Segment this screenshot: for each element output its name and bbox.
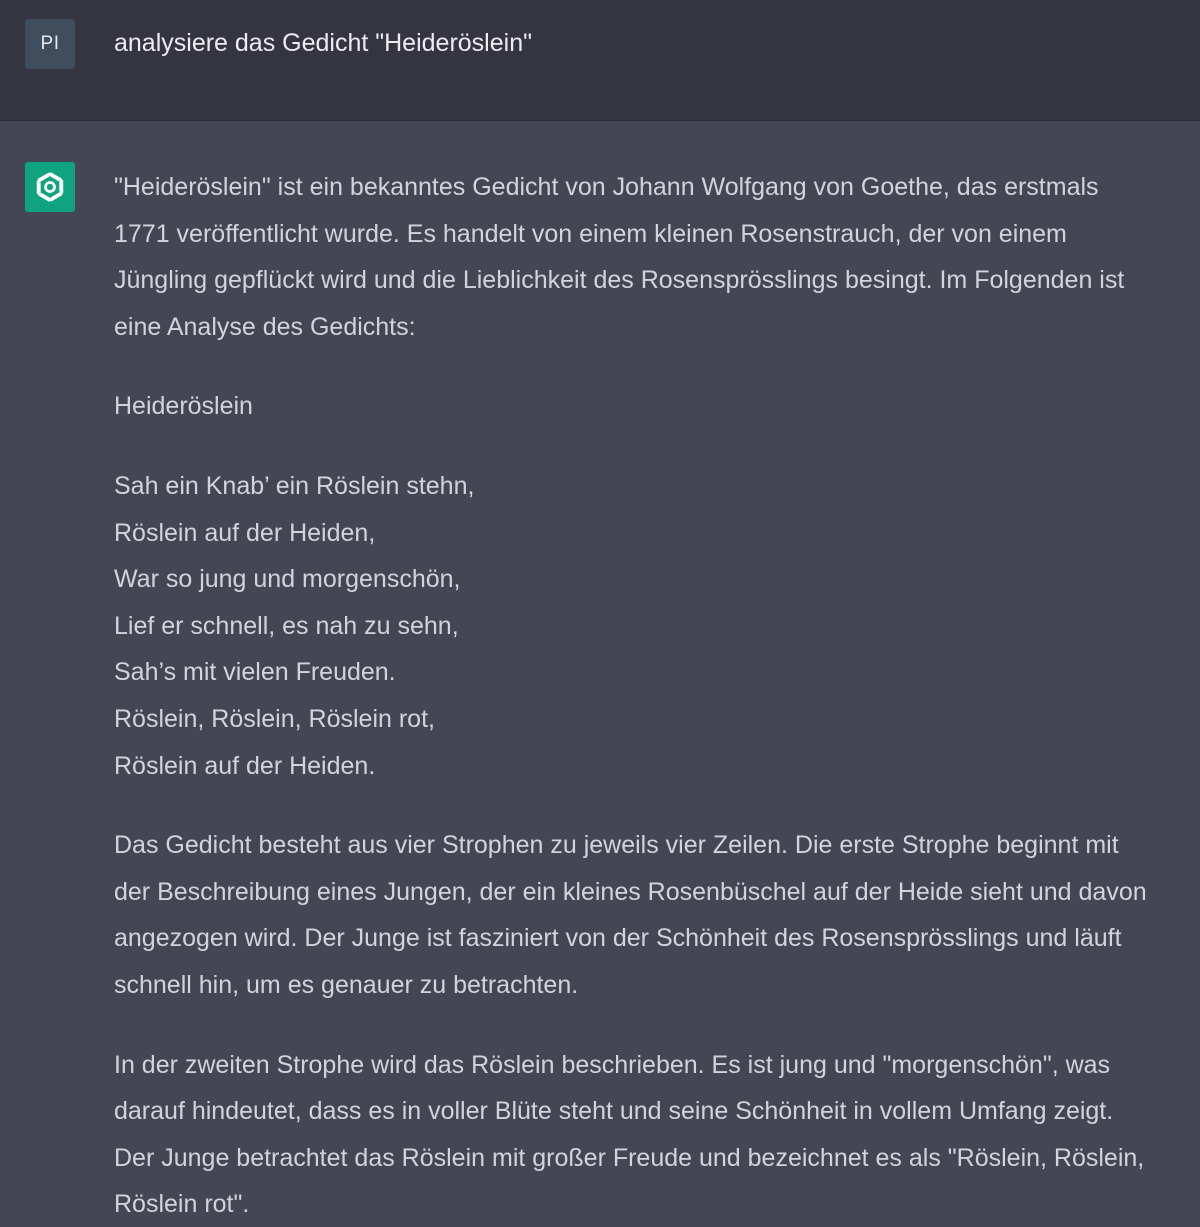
analysis-line: schnell hin, um es genauer zu betrachten. — [114, 970, 579, 999]
poem-line: Sah ein Knab’ ein Röslein stehn, — [114, 471, 475, 500]
analysis-line: angezogen wird. Der Junge ist fasziniert von der Schönheit des Rosensprösslings und läuft — [114, 924, 1122, 953]
poem-line: Röslein, Röslein, Röslein rot, — [114, 704, 435, 733]
poem-line: Lief er schnell, es nah zu sehn, — [114, 611, 459, 640]
user-message-row — [0, 0, 1200, 121]
analysis-line: darauf hindeutet, dass es in voller Blüte steht und seine Schönheit in vollem Umfang zeigt. — [114, 1097, 1114, 1126]
poem-line: War so jung und morgenschön, — [114, 565, 461, 594]
analysis-line: Röslein rot". — [114, 1190, 250, 1219]
analysis-line: Das Gedicht besteht aus vier Strophen zu jeweils vier Zeilen. Die erste Strophe beginnt mit — [114, 831, 1119, 860]
assistant-message-row — [0, 121, 1200, 1227]
openai-logo-icon — [31, 168, 69, 206]
intro-paragraph — [114, 164, 1196, 350]
poem-title — [114, 383, 1196, 430]
poem-line: Röslein auf der Heiden, — [114, 518, 376, 547]
assistant-message-text — [114, 164, 1196, 1227]
intro-line: eine Analyse des Gedichts: — [114, 312, 416, 341]
analysis-paragraph-2 — [114, 1042, 1196, 1227]
intro-line: "Heideröslein" ist ein bekanntes Gedicht von Johann Wolfgang von Goethe, das erstmals — [114, 173, 1099, 201]
analysis-paragraph-1 — [114, 822, 1196, 1008]
poem-stanza — [114, 463, 1196, 789]
poem-title-text: Heideröslein — [114, 392, 253, 421]
user-avatar: PI — [25, 19, 75, 69]
intro-line: 1771 veröffentlicht wurde. Es handelt von einem kleinen Rosenstrauch, der von einem — [114, 219, 1067, 248]
poem-line: Sah’s mit vielen Freuden. — [114, 658, 396, 687]
intro-line: Jüngling gepflückt wird und die Lieblichkeit des Rosensprösslings besingt. Im Folgenden ist — [114, 266, 1125, 295]
analysis-line: In der zweiten Strophe wird das Röslein beschrieben. Es ist jung und "morgenschön", was — [114, 1050, 1111, 1079]
poem-line: Röslein auf der Heiden. — [114, 751, 376, 780]
assistant-avatar — [25, 162, 75, 212]
analysis-line: Der Junge betrachtet das Röslein mit großer Freude und bezeichnet es als "Röslein, Röslein, — [114, 1143, 1145, 1172]
analysis-line: der Beschreibung eines Jungen, der ein kleines Rosenbüschel auf der Heide sieht und davon — [114, 877, 1147, 906]
user-message-text: analysiere das Gedicht "Heideröslein" — [114, 29, 532, 57]
